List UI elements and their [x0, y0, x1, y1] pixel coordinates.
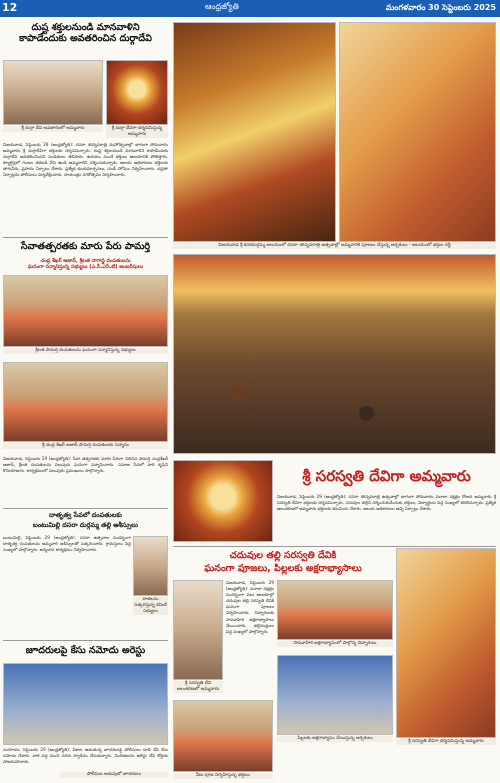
- story4-body: నందిగామ, సెప్టెంబరు 29 (ఆంధ్రజ్యోతి): పేకాట ఆడుతున్న జూదరులపై పోలీసులు దాడి చేసి కేసు నమోదు చేశారు. వారి వద్ద నుంచి నగదు స్వాధీనం చేసుకున్నారు. నిందితులను అరెస్టు చేసి కోర్టుకు హాజరుపరిచారు.: [3, 747, 168, 765]
- story4-photo: [3, 663, 168, 745]
- story2-caption-1: శ్రీలత పామర్తి దంపతులను ఘనంగా సన్మానిస్తున్న సభ్యులు: [3, 348, 168, 354]
- story5-headline: [173, 550, 393, 576]
- story5-photo-d: [277, 655, 393, 735]
- story3-headline: దాతృత్వ సేవలో దంపతులకు: [49, 511, 122, 519]
- story5-caption-c: వీణ పూజ నిర్వహిస్తున్న భక్తులు: [173, 773, 273, 779]
- story3-subhead: బంటుమిల్లి దసరా దుర్గమ్మ తల్లి ఆశీస్సులు: [32, 521, 139, 529]
- story2-headline: సేవాతత్పరతకు మారు పేరు పామర్తి: [20, 241, 151, 252]
- story2-body: విజయవాడ, సెప్టెంబరు 29 (ఆంధ్రజ్యోతి): సేవా తత్పరతకు మారు పేరుగా నిలిచిన పామర్తి చంద్రశేఖర్ ఆజాద్, శ్రీలత దంపతులను పలువురు ఘనంగా సన్మానించారు. సమాజ సేవలో వారి కృషిని కొనియాడారు. కార్యక్రమంలో పలువురు ప్రముఖులు పాల్గొన్నారు.: [3, 456, 168, 474]
- story2-photo-1: [3, 275, 168, 347]
- story5-body: విజయవాడ, సెప్టెంబరు 29 (ఆంధ్రజ్యోతి): మూలా నక్షత్రం సందర్భంగా పలు ఆలయాల్లో చదువుల తల్లి సరస్వతి దేవికి ఘనంగా పూజలు నిర్వహించారు. చిన్నారులకు సామూహిక అక్షరాభ్యాసాలు చేయించారు. తల్లిదండ్రులు పెద్ద సంఖ్యలో పాల్గొన్నారు.: [226, 580, 274, 634]
- story1-caption-left: శ్రీ దుర్గా దేవి అవతారంలో అమ్మవారు: [3, 126, 103, 132]
- story3-body: బంటుమిల్లి, సెప్టెంబరు 29 (ఆంధ్రజ్యోతి): దసరా ఉత్సవాల సందర్భంగా దాతృత్వ దంపతులను అమ్మవారి ఆశీస్సులతో సత్కరించారు. గ్రామస్తులు పెద్ద సంఖ్యలో పాల్గొన్నారు. అన్నదాన కార్యక్రమం నిర్వహించారు.: [3, 535, 131, 553]
- story5-caption-d: పిల్లలకు అక్షరాభ్యాసం చేయిస్తున్న అర్చకులు: [277, 736, 393, 742]
- story1-headline-line2: కాపాడేందుకు అవతరించిన దుర్గాదేవి: [19, 33, 152, 45]
- story5-photo-b: [277, 580, 393, 640]
- main-photo-top-right: [339, 22, 496, 242]
- divider: [173, 546, 496, 547]
- story5-photo-c: [173, 700, 273, 772]
- divider: [3, 237, 168, 238]
- story2-subhead-line1: చంద్ర శేఖర్ ఆజాద్, శ్రీలత నాగాన్జ దంపతులను: [40, 258, 131, 264]
- masthead: ఆంధ్రజ్యోతి: [205, 2, 239, 11]
- story1-caption-right: శ్రీ దుర్గా దేవిగా దర్శనమిస్తున్న అమ్మవారు: [106, 126, 168, 138]
- story2-caption-2: శ్రీ చంద్ర శేఖర్ ఆజాద్ పామర్తి దంపతులకు సన్మానం: [3, 443, 168, 449]
- story1-headline-line1: దుష్ట శక్తులనుండి మానవాళిని: [31, 22, 140, 33]
- main-photo-caption: విజయవాడ శ్రీ కనకదుర్గమ్మ ఆలయంలో దసరా శరన్నవరాత్రి ఉత్సవాల్లో అమ్మవారికి పూజలు చేస్తున్న అర్చకులు - ఆలయంలో భక్తుల రద్దీ: [173, 243, 496, 249]
- story5-photo-a: [173, 580, 223, 680]
- feature-photo-deity: [173, 460, 273, 542]
- story5-headline-line2: ఘనంగా పూజలు, పిల్లలకు అక్షరాభ్యాసాలు: [204, 562, 362, 574]
- story3-photo: [133, 536, 168, 596]
- story2-subhead-line2: ఘనంగా సన్మానిస్తున్న సభ్యులు (ఎ.సీ.ఎస్.టి) ఆంబరీషులు: [27, 264, 144, 271]
- story1-body: విజయవాడ, సెప్టెంబరు 29 (ఆంధ్రజ్యోతి): దసరా శరన్నవరాత్రి మహోత్సవాల్లో భాగంగా సోమవారం అమ్మవారు శ్రీ దుర్గాదేవిగా భక్తులకు దర్శనమిచ్చారు. దుష్ట శక్తులనుండి మానవాళిని కాపాడేందుకు దుర్గాదేవి అవతరించిందని పండితులు తెలిపారు. ఉదయం నుంచే భక్తులు ఆలయానికి పోటెత్తారు. క్యూలైన్లలో గంటల తరబడి వేచి ఉండి అమ్మవారిని దర్శించుకున్నారు. ఆలయ అధికారులు భక్తులకు తాగునీరు, ప్రసాదం ఏర్పాటు చేశారు. ప్రత్యేక కుంకుమార్చనలు, చండీ హోమం నిర్వహించారు. భద్రతా ఏర్పాట్లను పోలీసులు పర్యవేక్షించారు. సాయంత్రం నగరోత్సవం నిర్వహించారు.: [3, 142, 168, 178]
- story3-caption: దాతలను సత్కరిస్తున్న కమిటీ సభ్యులు: [134, 597, 167, 614]
- divider: [3, 508, 168, 509]
- divider: [3, 640, 168, 641]
- story5-caption-a: శ్రీ సరస్వతి దేవి అలంకరణలో అమ్మవారు: [173, 681, 223, 693]
- header-bar: [0, 0, 500, 17]
- feature-headline: శ్రీ సరస్వతి దేవిగా అమ్మవారు: [302, 467, 471, 485]
- story2-photo-2: [3, 362, 168, 442]
- story4-headline: జూదరులపై కేసు నమోదు అరెస్టు: [25, 645, 146, 656]
- story4-caption: పోలీసుల అదుపులో జూదరులు: [60, 772, 168, 778]
- story5-headline-line1: చదువుల తల్లి సరస్వతి దేవికి: [229, 550, 337, 561]
- story1-photo-portrait: [3, 60, 103, 125]
- page-number: 12: [2, 1, 18, 14]
- story2-subhead: [3, 258, 168, 271]
- story5-photo-deity: [396, 548, 496, 738]
- story5-caption-b: సామూహిక అక్షరాభ్యాసంలో పాల్గొన్న చిన్నారులు: [277, 641, 393, 647]
- story5-caption-e: శ్రీ సరస్వతి దేవిగా దర్శనమిస్తున్న అమ్మవారు: [396, 739, 496, 745]
- main-photo-crowd: [173, 254, 496, 454]
- story1-headline: [3, 22, 168, 45]
- feature-body: విజయవాడ, సెప్టెంబరు 29 (ఆంధ్రజ్యోతి): దసరా శరన్నవరాత్రి ఉత్సవాల్లో భాగంగా సోమవారం మూలా నక్షత్రం రోజున అమ్మవారు శ్రీ సరస్వతి దేవిగా భక్తులకు దర్శనమిచ్చారు. చదువుల తల్లిని దర్శించుకునేందుకు భక్తులు, విద్యార్థులు పెద్ద సంఖ్యలో తరలివచ్చారు. ప్రత్యేక అలంకరణలో అమ్మవారు భక్తులకు కనువిందు చేశారు. ఆలయ అధికారులు అన్ని ఏర్పాట్లు చేశారు.: [277, 494, 496, 512]
- issue-date: మంగళవారం 30 సెప్టెంబరు 2025: [385, 3, 496, 12]
- main-photo-top-left: [173, 22, 336, 242]
- story1-photo-deity: [106, 60, 168, 125]
